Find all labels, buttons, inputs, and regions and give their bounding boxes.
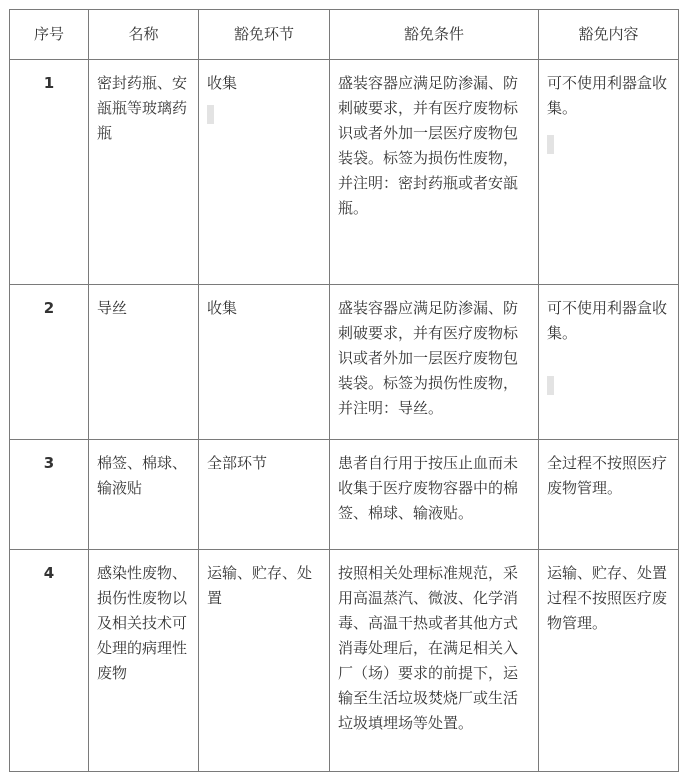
cell-stage: [199, 285, 330, 440]
cell-name: [89, 285, 199, 440]
cell-stage: [199, 550, 330, 772]
cell-content-text: 可不使用利器盒收集。: [547, 74, 668, 117]
cell-name: [89, 550, 199, 772]
cell-index-text: 1: [43, 74, 55, 92]
cell-condition-text: 患者自行用于按压止血而未收集于医疗废物容器中的棉签、棉球、输液贴。: [338, 454, 519, 522]
table-row: [10, 550, 679, 772]
cell-content: [539, 285, 679, 440]
cell-index: [10, 285, 89, 440]
cell-content-text: 运输、贮存、处置过程不按照医疗废物管理。: [547, 564, 668, 632]
table-row: [10, 440, 679, 550]
placeholder-marker: [547, 376, 554, 395]
cell-stage-text: 运输、贮存、处置: [207, 564, 313, 607]
cell-name: [89, 440, 199, 550]
cell-content-text: 全过程不按照医疗废物管理。: [547, 454, 668, 497]
cell-name: [89, 60, 199, 285]
placeholder-marker: [547, 135, 554, 154]
exemption-table: [9, 9, 679, 772]
table-header-row: [10, 10, 679, 60]
header-stage: 豁免环节: [199, 10, 330, 60]
cell-content: [539, 440, 679, 550]
cell-content: [539, 60, 679, 285]
cell-name-text: 密封药瓶、安瓿瓶等玻璃药瓶: [97, 74, 188, 142]
cell-condition-text: 盛装容器应满足防渗漏、防刺破要求，并有医疗废物标识或者外加一层医疗废物包装袋。标签为损伤性废物，并注明：导丝。: [338, 299, 519, 417]
placeholder-marker: [207, 105, 214, 124]
table-row: [10, 285, 679, 440]
cell-stage: [199, 440, 330, 550]
cell-index: [10, 60, 89, 285]
cell-stage: [199, 60, 330, 285]
cell-index-text: 4: [43, 564, 55, 582]
cell-content-text: 可不使用利器盒收集。: [547, 299, 668, 342]
cell-index-text: 3: [43, 454, 55, 472]
cell-name-text: 导丝: [97, 299, 128, 317]
cell-stage-text: 全部环节: [207, 454, 268, 472]
cell-condition: [330, 60, 539, 285]
table-row: [10, 60, 679, 285]
cell-name-text: 感染性废物、损伤性废物以及相关技术可处理的病理性废物: [97, 564, 188, 682]
header-index: 序号: [10, 10, 89, 60]
cell-stage-text: 收集: [207, 74, 238, 92]
header-name: 名称: [89, 10, 199, 60]
cell-condition: [330, 285, 539, 440]
cell-index-text: 2: [43, 299, 55, 317]
cell-content: [539, 550, 679, 772]
cell-stage-text: 收集: [207, 299, 238, 317]
cell-index: [10, 550, 89, 772]
header-content: 豁免内容: [539, 10, 679, 60]
cell-index: [10, 440, 89, 550]
cell-condition-text: 盛装容器应满足防渗漏、防刺破要求，并有医疗废物标识或者外加一层医疗废物包装袋。标签为损伤性废物，并注明：密封药瓶或者安瓿瓶。: [338, 74, 519, 217]
cell-name-text: 棉签、棉球、输液贴: [97, 454, 188, 497]
cell-condition: [330, 550, 539, 772]
cell-condition-text: 按照相关处理标准规范，采用高温蒸汽、微波、化学消毒、高温干热或者其他方式消毒处理后，在满足相关入厂（场）要求的前提下，运输至生活垃圾焚烧厂或生活垃圾填埋场等处置。: [338, 564, 519, 732]
cell-condition: [330, 440, 539, 550]
exemption-table-container: [9, 9, 679, 772]
header-condition: 豁免条件: [330, 10, 539, 60]
